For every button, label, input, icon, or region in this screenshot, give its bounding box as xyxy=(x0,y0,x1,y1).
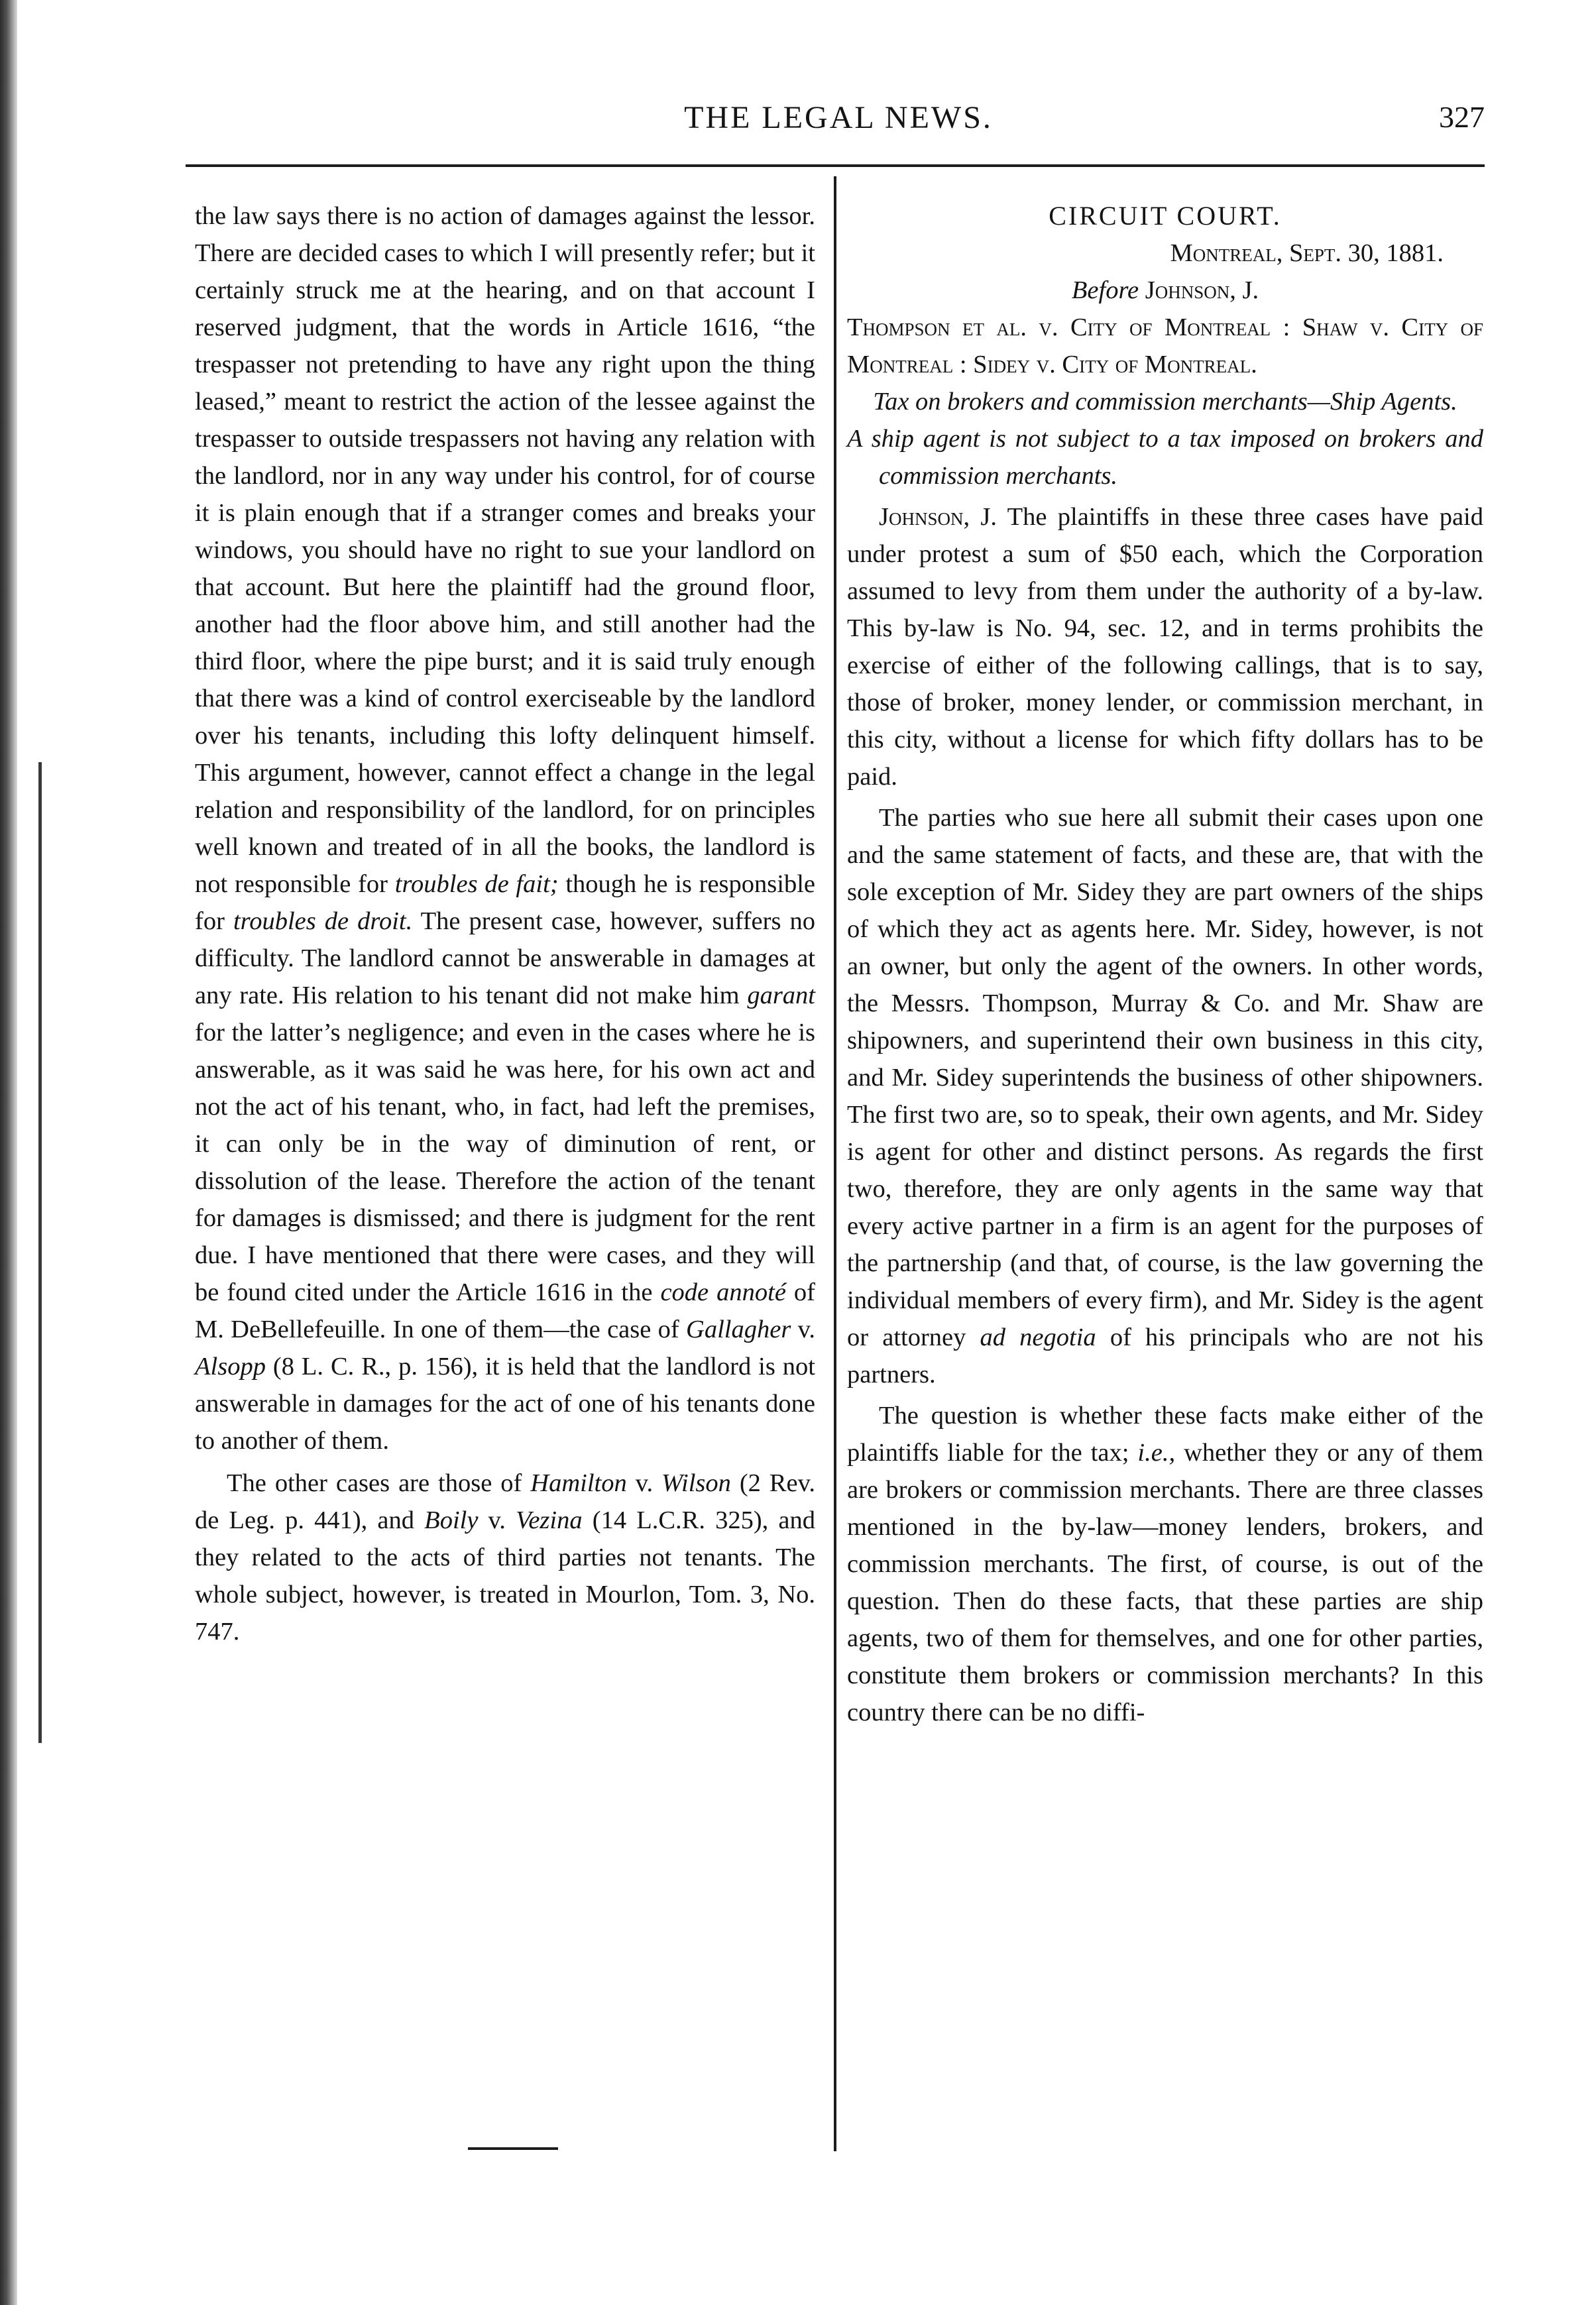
left-paragraph-1 xyxy=(195,197,815,1459)
text-run: (14 L.C.R. 325), and they related to the acts of third parties not tenants. The whole subject, however, is treated in Mourlon, Tom. 3, No. 747. xyxy=(195,1506,816,1646)
right-paragraph-3 xyxy=(847,1397,1483,1731)
italic-run: i.e., xyxy=(1137,1439,1176,1467)
right-paragraph-1 xyxy=(847,498,1483,795)
text-run: though he is responsible for xyxy=(195,870,815,935)
italic-run: troubles de fait; xyxy=(394,870,559,898)
headnote: A ship agent is not subject to a tax imposed on brokers and commission merchants. xyxy=(847,425,1483,490)
court-heading: CIRCUIT COURT. xyxy=(1049,201,1282,231)
page-header xyxy=(192,99,1485,152)
right-paragraph-2 xyxy=(847,799,1483,1393)
text-run: The present case, however, suffers no difficulty. The landlord cannot be answerable in damages at any rate. His relation to his tenant did not make him xyxy=(195,907,815,1009)
text-run: of his principals who are not his partners. xyxy=(847,1323,1484,1388)
italic-run: code annoté xyxy=(660,1278,786,1306)
case-name: Wilson xyxy=(661,1469,731,1497)
text-run: v. xyxy=(478,1506,516,1534)
case-parties: Thompson et al. v. City of Montreal : Shaw v. City of Montreal : Sidey v. City of Montreal. xyxy=(847,313,1483,378)
case-name: Boily xyxy=(424,1506,479,1534)
section-end-rule xyxy=(468,2147,558,2150)
column-divider xyxy=(834,176,836,2151)
text-run: v. xyxy=(626,1469,662,1497)
text-run: The question is whether these facts make either of the plaintiffs liable for the tax; xyxy=(847,1402,1483,1467)
before-judge xyxy=(847,272,1483,309)
running-title: THE LEGAL NEWS. xyxy=(684,100,993,135)
judge-name-opening: Johnson, J. xyxy=(879,503,997,531)
text-run: for the latter’s negligence; and even in the cases where he is answerable, as it was said he was here, for his own act and not the act of his tenant, who, in fact, had left the premises, it can only be in the way of diminution of rent, or dissolution of the lease. Therefore the action of the tenant for damages is dismissed; and there is judgment for the rent due. I have mentioned that there were cases, and they will be found cited under the Article 1616 in the xyxy=(195,1019,815,1306)
page-number: 327 xyxy=(1439,100,1485,134)
page-edge-shadow xyxy=(0,0,17,2305)
page-edge-mark xyxy=(38,762,42,1743)
text-run: whether they or any of them are brokers or commission merchants. There are three classes mentioned in the by-law—money lenders, brokers, and commission merchants. The first, of course, is out of the question. Then do these facts, that these parties are ship agents, two of them for themselves, and one for other parties, constitute them brokers or commission merchants? In this country there can be no diffi- xyxy=(847,1439,1483,1726)
before-label: Before xyxy=(1071,276,1139,304)
text-run: of M. DeBellefeuille. In one of them—the case of xyxy=(195,1278,815,1343)
case-name: Hamilton xyxy=(530,1469,627,1497)
text-run: The plaintiffs in these three cases have paid under protest a sum of $50 each, which the Corporation assumed to levy from them under the authority of a by-law. This by-law is No. 94, sec. 12, and in terms prohibits the exercise of either of the following callings, that is to say, those of broker, money lender, or commission merchant, in this city, without a license for which fifty dollars has to be paid. xyxy=(847,503,1483,791)
catchwords: Tax on brokers and commission merchants—Ship Agents. xyxy=(873,388,1457,416)
text-run: v. xyxy=(791,1316,815,1343)
judge-name: Johnson, J. xyxy=(1139,276,1259,304)
case-name: Alsopp xyxy=(195,1353,266,1380)
case-name: Gallagher xyxy=(686,1316,791,1343)
case-name: Vezina xyxy=(516,1506,583,1534)
italic-run: garant xyxy=(747,982,815,1009)
italic-run: ad negotia xyxy=(980,1323,1096,1351)
text-run: The other cases are those of xyxy=(227,1469,531,1497)
header-rule xyxy=(186,164,1485,167)
italic-run: troubles de droit. xyxy=(233,907,413,935)
place-date: Montreal, Sept. 30, 1881. xyxy=(1170,239,1444,267)
left-paragraph-2 xyxy=(195,1465,815,1650)
text-run: (8 L. C. R., p. 156), it is held that the landlord is not answerable in damages for the act of one of his tenants done to another of them. xyxy=(195,1353,815,1455)
left-column xyxy=(195,197,815,1650)
text-run: (2 Rev. de Leg. p. 441), and xyxy=(195,1469,816,1534)
right-column xyxy=(847,197,1483,1731)
text-run: The parties who sue here all submit their cases upon one and the same statement of facts, and these are, that with the sole exception of Mr. Sidey they are part owners of the ships of which they act as agents here. Mr. Sidey, however, is not an owner, but only the agent of the owners. In other words, the Messrs. Thompson, Murray & Co. and Mr. Shaw are shipowners, and superintend their own business in this city, and Mr. Sidey superintends the business of other shipowners. The first two are, so to speak, their own agents, and Mr. Sidey is agent for other and distinct persons. As regards the first two, therefore, they are only agents in the same way that every active partner in a firm is an agent for the purposes of the partnership (and that, of course, is the law governing the individual members of every firm), and Mr. Sidey is the agent or attorney xyxy=(847,804,1483,1351)
text-run: the law says there is no action of damages against the lessor. There are decided cases to which I will presently refer; but it certainly struck me at the hearing, and on that account I reserved judgment, that the words in Article 1616, “the trespasser not pretending to have any right upon the thing leased,” meant to restrict the action of the lessee against the trespasser to outside trespassers not having any relation with the landlord, nor in any way under his control, for of course it is plain enough that if a stranger comes and breaks your windows, you should have no right to sue your landlord on that account. But here the plaintiff had the ground floor, another had the floor above him, and still another had the third floor, where the pipe burst; and it is said truly enough that there was a kind of control exerciseable by the landlord over his tenants, including this lofty delinquent himself. This argument, however, cannot effect a change in the legal relation and responsibility of the landlord, for on principles well known and treated of in all the books, the landlord is not responsible for xyxy=(195,202,815,898)
